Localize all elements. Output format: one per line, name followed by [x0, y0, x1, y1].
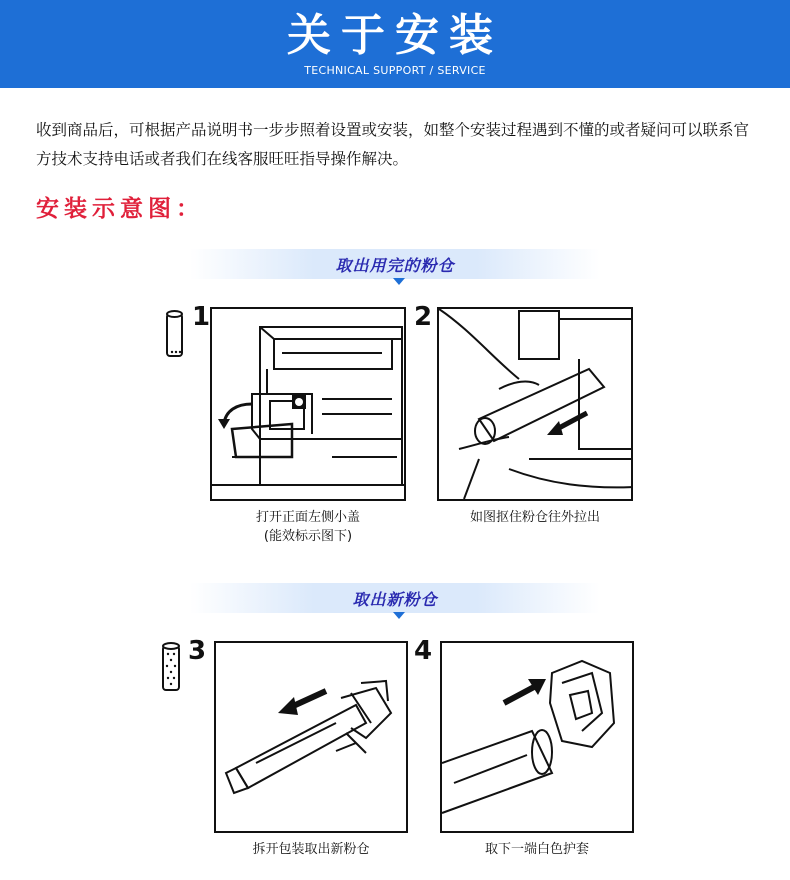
- step-3-illustration: [214, 641, 408, 833]
- section-banner-remove-old: [190, 249, 600, 279]
- step-1-caption-line1: 打开正面左侧小盖: [255, 510, 360, 525]
- new-cartridge-icon: [160, 640, 184, 694]
- step-1-caption: [210, 508, 406, 546]
- intro-paragraph: 收到商品后，可根据产品说明书一步步照着设置或安装，如整个安装过程遇到不懂的或者疑问可以联系官方技术支持电话或者我们在线客服旺旺指导操作解决。: [36, 121, 750, 168]
- step-number-3: 3: [188, 636, 207, 666]
- step-number-2: 2: [414, 302, 433, 332]
- pull-cartridge-drawing: [439, 309, 633, 501]
- diagram-heading: 安装示意图：: [36, 196, 204, 222]
- step-1-illustration: [210, 307, 406, 501]
- step-number-1: 1: [192, 302, 211, 332]
- step-2-caption: [437, 508, 633, 527]
- step-4-caption: [440, 840, 634, 859]
- step-number-4: 4: [414, 636, 433, 666]
- step-2-caption-line1: 如图抠住粉仓往外拉出: [469, 510, 600, 525]
- copier-open-cover-drawing: [212, 309, 406, 501]
- step-1-caption-line2: (能效标示图下): [263, 529, 353, 544]
- step-2-illustration: [437, 307, 633, 501]
- section-title-new-cartridge: 取出新粉仓: [352, 590, 438, 609]
- step-4-caption-line1: 取下一端白色护套: [484, 842, 589, 857]
- section-title-remove-old: 取出用完的粉仓: [335, 256, 455, 275]
- header-subtitle: TECHNICAL SUPPORT / SERVICE: [304, 64, 486, 77]
- header-title: 关于安装: [287, 10, 503, 61]
- banner-pointer-icon: [393, 278, 405, 285]
- unpack-cartridge-drawing: [216, 643, 408, 833]
- step-3-caption-line1: 拆开包装取出新粉仓: [252, 842, 370, 857]
- banner-pointer-icon: [393, 612, 405, 619]
- remove-end-cap-drawing: [442, 643, 634, 833]
- section-banner-new-cartridge: [190, 583, 600, 613]
- step-4-illustration: [440, 641, 634, 833]
- old-cartridge-icon: [164, 308, 186, 360]
- page-header: [0, 0, 790, 88]
- step-3-caption: [214, 840, 408, 859]
